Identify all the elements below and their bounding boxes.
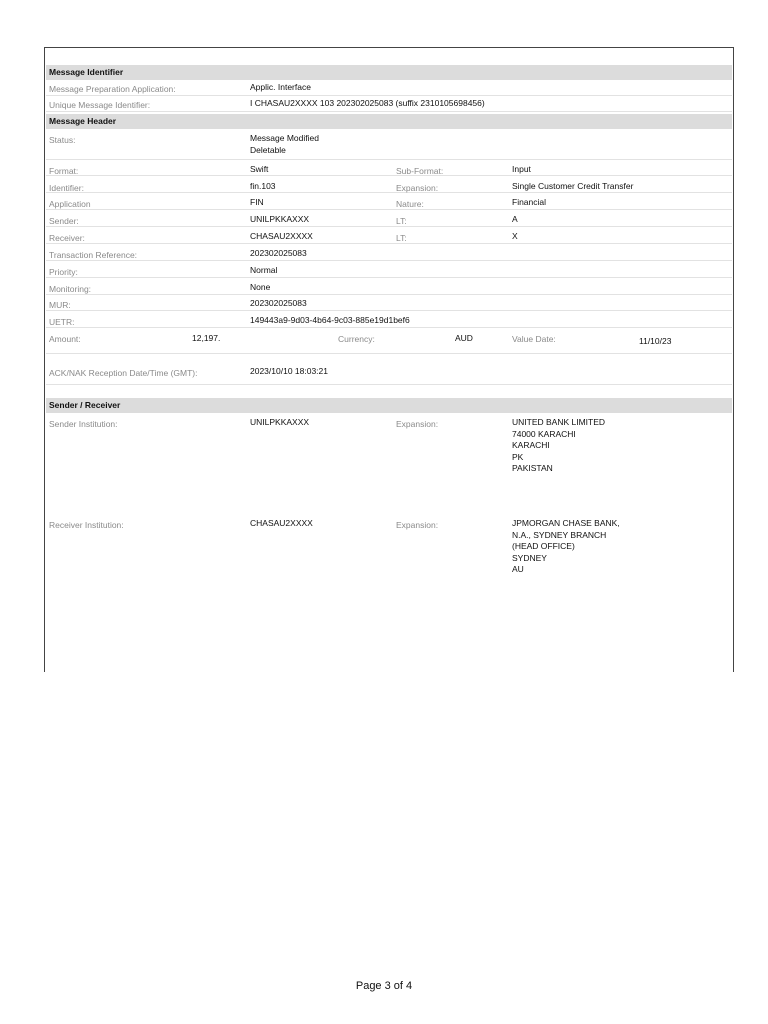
row-mur [46,296,732,311]
amount-value: 12,197. [192,333,221,343]
monitoring-label: Monitoring: [49,284,92,294]
expansion-label: Expansion: [396,183,439,193]
sender-expansion-label: Expansion: [396,419,439,429]
priority-value: Normal [250,265,278,275]
format-value: Swift [250,164,269,174]
page-number: Page 3 of 4 [355,980,413,992]
currency-label: Currency: [338,334,375,344]
section-title: Sender / Receiver [49,400,121,410]
receiver-expansion-line: JPMORGAN CHASE BANK, [512,518,620,528]
receiver-lt-value: X [512,231,518,241]
row-priority [46,263,732,278]
sender-lt-label: LT: [396,216,407,226]
txref-value: 202302025083 [250,248,307,258]
row-transaction-reference [46,246,732,261]
receiver-value: CHASAU2XXXX [250,231,313,241]
section-message-header [46,114,732,129]
application-label: Application [49,199,91,209]
status-value-1: Message Modified [250,133,319,143]
receiver-expansion-label: Expansion: [396,520,439,530]
nature-label: Nature: [396,199,424,209]
application-value: FIN [250,197,264,207]
status-label: Status: [49,135,76,145]
sender-expansion-line: UNITED BANK LIMITED [512,417,606,427]
uetr-value: 149443a9-9d03-4b64-9c03-885e19d1bef6 [250,315,410,325]
priority-label: Priority: [49,267,78,277]
sender-expansion-line: PK [512,451,524,462]
status-value-2: Deletable [250,145,286,155]
sender-value: UNILPKKAXXX [250,214,310,224]
currency-value: AUD [455,333,473,343]
receiver-expansion-line: SYDNEY [512,552,547,563]
preparation-label: Message Preparation Application: [49,84,176,94]
sender-label: Sender: [49,216,79,226]
acknak-value: 2023/10/10 18:03:21 [250,366,328,376]
sender-expansion-line: 74000 KARACHI [512,428,576,439]
receiver-expansion-line: AU [512,564,524,574]
valuedate-value: 11/10/23 [639,336,672,346]
mur-label: MUR: [49,300,71,310]
receiver-institution-value: CHASAU2XXXX [250,518,313,528]
receiver-institution-label: Receiver Institution: [49,520,124,530]
row-amount [46,330,732,354]
row-sender [46,212,732,227]
row-status [46,130,732,160]
section-title: Message Identifier [49,67,124,77]
receiver-expansion-line: N.A., SYDNEY BRANCH [512,529,607,540]
sender-institution-value: UNILPKKAXXX [250,417,310,427]
subformat-value: Input [512,164,531,174]
nature-value: Financial [512,197,547,207]
uetr-label: UETR: [49,317,75,327]
row-receiver [46,229,732,244]
monitoring-value: None [250,282,271,292]
umi-value: I CHASAU2XXXX 103 202302025083 (suffix 2310105698456) [250,98,485,108]
umi-label: Unique Message Identifier: [49,100,151,110]
receiver-lt-label: LT: [396,233,407,243]
mur-value: 202302025083 [250,298,307,308]
row-monitoring [46,280,732,295]
sender-expansion-line: PAKISTAN [512,463,553,473]
expansion-value: Single Customer Credit Transfer [512,181,634,191]
amount-label: Amount: [49,334,81,344]
identifier-value: fin.103 [250,181,276,191]
sender-institution-label: Sender Institution: [49,419,118,429]
acknak-label: ACK/NAK Reception Date/Time (GMT): [49,368,198,378]
section-sender-receiver [46,398,732,413]
subformat-label: Sub-Format: [396,166,444,176]
sender-lt-value: A [512,214,518,224]
preparation-value: Applic. Interface [250,82,311,92]
section-message-identifier [46,65,732,80]
receiver-label: Receiver: [49,233,85,243]
txref-label: Transaction Reference: [49,250,138,260]
sender-expansion-line: KARACHI [512,440,550,450]
row-application [46,195,732,210]
row-format [46,161,732,176]
identifier-label: Identifier: [49,183,84,193]
format-label: Format: [49,166,79,176]
receiver-expansion-line: (HEAD OFFICE) [512,541,575,551]
section-title: Message Header [49,116,117,126]
valuedate-label: Value Date: [512,334,556,344]
